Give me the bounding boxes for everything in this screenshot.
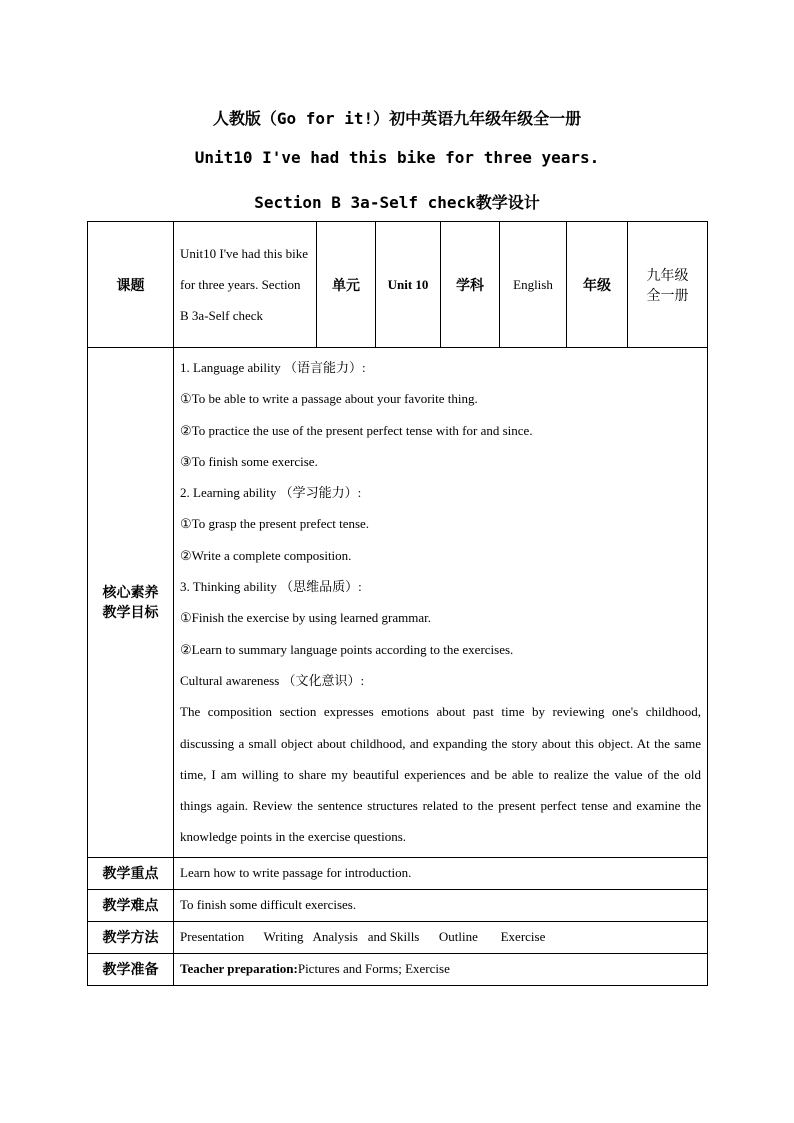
subject-value: English bbox=[500, 222, 567, 348]
topic-label: 课题 bbox=[88, 222, 174, 348]
cultural-awareness-paragraph: The composition section expresses emotions about past time by reviewing one's childhood, discussing a small object about childhood, and expanding the story about this object. At the same time, I am willing to share my beautiful experiences and be able to realize the value of the old things again. Review the sentence structures related to the present perfect tense and examine the knowledge points in the exercise questions. bbox=[180, 704, 701, 845]
difficulties-value: To finish some difficult exercises. bbox=[174, 889, 708, 921]
document-title-line2: Unit10 I've had this bike for three years. bbox=[194, 148, 600, 167]
methods-row bbox=[88, 921, 708, 953]
topic-value: Unit10 I've had this bike for three years. Section B 3a-Self check bbox=[174, 222, 317, 348]
subject-label: 学科 bbox=[441, 222, 500, 348]
preparation-heading: Teacher preparation: bbox=[180, 961, 298, 977]
objective-line: Cultural awareness （文化意识）: bbox=[180, 672, 365, 688]
objective-line: ②Learn to summary language points according to the exercises. bbox=[180, 641, 514, 657]
lesson-plan-table bbox=[87, 221, 708, 986]
grade-value: 九年级全一册 bbox=[628, 222, 708, 348]
methods-label: 教学方法 bbox=[88, 921, 174, 953]
key-points-label: 教学重点 bbox=[88, 857, 174, 889]
info-row bbox=[88, 222, 708, 348]
objective-line: ②Write a complete composition. bbox=[180, 547, 352, 563]
difficulties-row bbox=[88, 889, 708, 921]
preparation-value: Pictures and Forms; Exercise bbox=[297, 961, 450, 977]
objective-line: 2. Learning ability （学习能力）: bbox=[180, 485, 362, 501]
objectives-content bbox=[174, 348, 708, 858]
methods-value: Presentation Writing Analysis and Skills Outline Exercise bbox=[174, 921, 708, 953]
objective-line: ③To finish some exercise. bbox=[180, 453, 318, 469]
unit-label: 单元 bbox=[317, 222, 376, 348]
objective-line: ①To grasp the present prefect tense. bbox=[180, 516, 370, 532]
objective-line: 1. Language ability （语言能力）: bbox=[180, 360, 366, 375]
document-title-line3: Section B 3a-Self check教学设计 bbox=[254, 193, 540, 212]
preparation-row bbox=[88, 953, 708, 985]
objective-line: ①Finish the exercise by using learned grammar. bbox=[180, 610, 432, 626]
objectives-label: 核心素养教学目标 bbox=[88, 348, 174, 858]
difficulties-label: 教学难点 bbox=[88, 889, 174, 921]
objective-line: 3. Thinking ability （思维品质）: bbox=[180, 579, 362, 595]
preparation-content bbox=[174, 953, 708, 985]
preparation-label: 教学准备 bbox=[88, 953, 174, 985]
key-points-row bbox=[88, 857, 708, 889]
grade-label: 年级 bbox=[567, 222, 628, 348]
objective-line: ②To practice the use of the present perfect tense with for and since. bbox=[180, 422, 533, 438]
objective-line: ①To be able to write a passage about your favorite thing. bbox=[180, 391, 478, 407]
document-title-line1: 人教版（Go for it!）初中英语九年级年级全一册 bbox=[212, 109, 582, 128]
objectives-row bbox=[88, 348, 708, 858]
unit-value: Unit 10 bbox=[376, 222, 441, 348]
key-points-value: Learn how to write passage for introduction. bbox=[174, 857, 708, 889]
